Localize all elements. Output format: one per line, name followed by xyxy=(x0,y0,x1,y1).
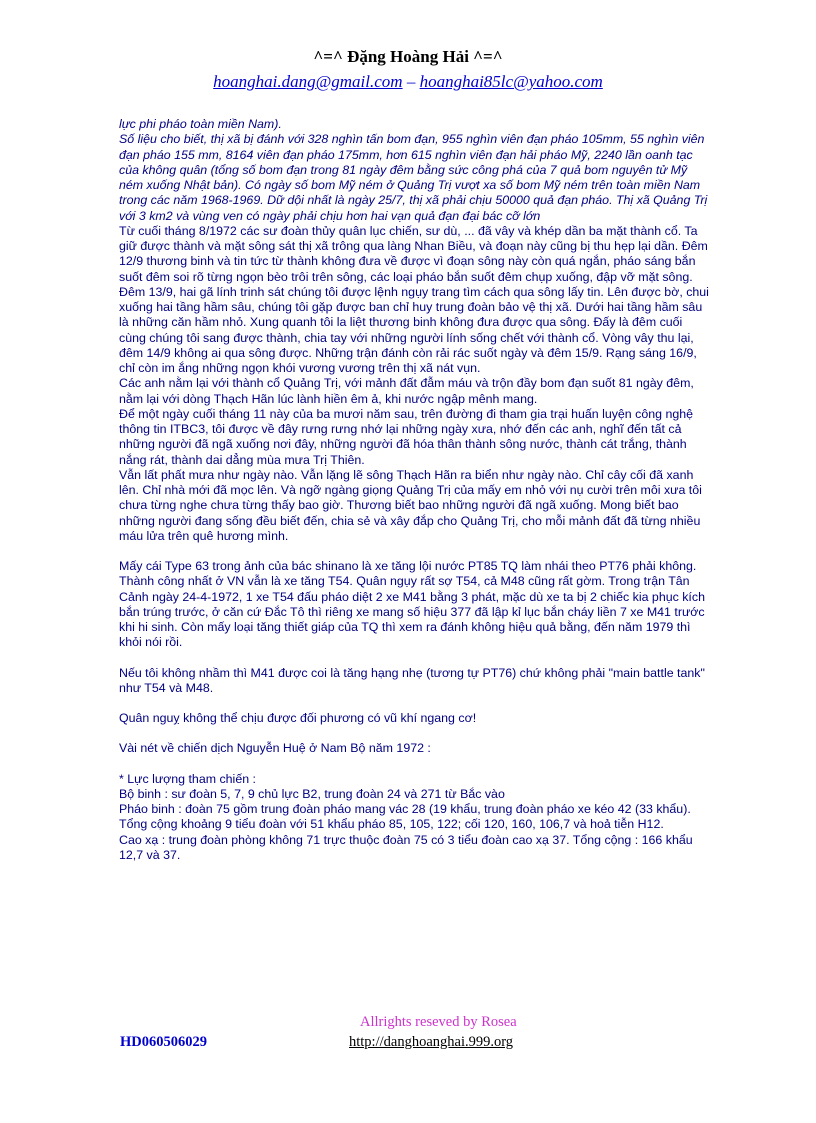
paragraph-9: Vài nét về chiến dịch Nguyễn Huệ ở Nam Bộ năm 1972 : xyxy=(119,741,431,756)
footer-url-link[interactable]: http://danghoanghai.999.org xyxy=(349,1034,514,1050)
paragraph-7: Nếu tôi không nhầm thì M41 được coi là tăng hạng nhẹ (tương tự PT76) chứ không phải "main battle tank" như T54 và M48. xyxy=(119,665,705,695)
paragraph-4: Để một ngày cuối tháng 11 này của ba mươi năm sau, trên đường đi tham gia trại huấn luyện công nghệ thông tin ITBC3, tôi được về đây rưng rưng nhớ lại những ngày xưa, nhớ đến các anh, nghĩ đến tất cả những người đã ngã xuống nơi đây, những người đã hóa thân thành sông nước, thành cát trắng, thành nắng rát, thành dai dẳng mùa mưa Trị Thiên. xyxy=(119,406,694,467)
paragraph-1: Từ cuối tháng 8/1972 các sư đoàn thủy quân lục chiến, sư dù, ... đã vây và khép dần ba mặt thành cổ. Ta giữ được thành và mặt sông sát thị xã trông qua làng Nhan Biều, và đoạn này cũng bị thu hẹp lại dần. Đêm 12/9 thương binh và tin tức từ thành không đưa về được vì đoạn sông này còn quá ngắn, pháo sáng bắn suốt đêm soi rõ từng ngọn bèo trôi trên sông, các loại pháo bắn suốt đêm chụp xuống, đập vỡ mặt sông. xyxy=(119,223,708,284)
paragraph-11: Bộ binh : sư đoàn 5, 7, 9 chủ lực B2, trung đoàn 24 và 271 từ Bắc vào xyxy=(119,786,505,801)
spacer xyxy=(119,544,709,559)
footer-rights: Allrights reseved by Rosea xyxy=(360,1014,517,1030)
spacer xyxy=(119,651,709,666)
spacer xyxy=(119,726,709,741)
paragraph-5: Vẫn lất phất mưa như ngày nào. Vẫn lặng lẽ sông Thạch Hãn ra biển như ngày nào. Chỉ cây cối đã xanh lên. Chỉ nhà mới đã mọc lên. Và ngỡ ngàng giọng Quảng Trị của mấy em nhỏ với nụ cười trên môi xưa tôi chưa từng nghe chưa từng thấy bao giờ. Thương biết bao những người đã ngã xuống. Mong biết bao những người đang sống đều biết đến, chia sẻ và xây đắp cho Quảng Trị, cho mỗi mảnh đất đã từng nhiều máu lửa trên quê hương mình. xyxy=(119,467,702,543)
email-link-gmail[interactable]: hoanghai.dang@gmail.com xyxy=(213,72,403,91)
document-body xyxy=(119,117,709,863)
paragraph-6: Mấy cái Type 63 trong ảnh của bác shinano là xe tăng lội nước PT85 TQ làm nhái theo PT76 phải không. Thành công nhất ở VN vẫn là xe tăng T54. Quân ngụy rất sợ T54, cả M48 cũng rất gờm. Trong trận Tân Cảnh ngày 24-4-1972, 1 xe T54 đấu pháo diệt 2 xe M41 bằng 3 phát, mặc dù xe ta bị 2 chiếc kia phục kích bắn trúng trước, ở căn cứ Đắc Tô thì riêng xe mang số hiệu 377 đã lập kỉ lục bắn cháy liền 7 xe M41 trước khi hi sinh. Còn mấy loại tăng thiết giáp của TQ thì xem ra đánh không hiệu quả bằng, đến năm 1979 thì khỏi nói rồi. xyxy=(119,559,705,650)
paragraph-12: Pháo binh : đoàn 75 gồm trung đoàn pháo mang vác 28 (19 khẩu, trung đoàn pháo xe kéo 42 (33 khẩu). Tổng cộng khoảng 9 tiểu đoàn với 51 khẩu pháo 85, 105, 122; cối 120, 160, 106,7 và hoả tiễn H12. xyxy=(119,802,691,832)
page-title: ^=^ Đặng Hoàng Hải ^=^ xyxy=(313,47,503,66)
paragraph-10: * Lực lượng tham chiến : xyxy=(119,771,256,786)
spacer xyxy=(119,696,709,711)
contact-line xyxy=(0,71,816,93)
footer-code: HD060506029 xyxy=(120,1034,207,1050)
email-link-yahoo[interactable]: hoanghai85lc@yahoo.com xyxy=(419,72,603,91)
paragraph-13: Cao xạ : trung đoàn phòng không 71 trực thuộc đoàn 75 có 3 tiểu đoàn cao xạ 37. Tổng cộng : 166 khẩu 12,7 và 37. xyxy=(119,832,693,862)
page-header xyxy=(0,46,816,93)
italic-intro: lực phi pháo toàn miền Nam). Số liệu cho biết, thị xã bị đánh với 328 nghìn tấn bom đạn, 955 nghìn viên đạn pháo 105mm, 55 nghìn viên đạn pháo 155 mm, 8164 viên đạn pháo 175mm, hơn 615 nghìn viên đạn hải pháo Mỹ, 2240 lần oanh tạc của không quân (tổng số bom đạn trong 81 ngày đêm bằng sức công phá của 7 quả bom nguyên tử Mỹ ném xuống Nhật bản). Có ngày số bom Mỹ ném ở Quảng Trị vượt xa số bom Mỹ ném trên toàn miền Nam trong các năm 1968-1969. Dữ dội nhất là ngày 25/7, thị xã phải chịu 50000 quả đạn pháo. Thị xã Quảng Trị với 3 km2 và vùng ven có ngày phải chịu hơn hai vạn quả đạn đại bác cỡ lớn xyxy=(119,117,708,223)
paragraph-2: Đêm 13/9, hai gã lính trinh sát chúng tôi được lệnh ngụy trang tìm cách qua sông lấy tin. Lên được bờ, chui xuống hai tầng hầm sâu, chúng tôi gặp được ban chỉ huy trung đoàn bảo vệ thị xã. Dưới hai tầng hầm sâu là những căn hầm nhỏ. Xung quanh tôi la liệt thương binh không đưa được qua sông. Đấy là đêm cuối cùng chúng tôi sang được thành, chia tay với những người lính sống chết với thành cổ. Vòng vây thu lại, đêm 14/9 không ai qua sông được. Những trận đánh còn rải rác suốt ngày và đêm 15/9. Rạng sáng 16/9, chỉ còn im ắng những ngọn khói vương vương trên thị xã nát vụn. xyxy=(119,284,709,375)
spacer xyxy=(119,757,709,772)
paragraph-8: Quân nguỵ không thể chịu được đối phương có vũ khí ngang cơ! xyxy=(119,711,477,725)
email-separator: – xyxy=(402,72,420,91)
paragraph-3: Các anh nằm lại với thành cổ Quảng Trị, với mảnh đất đẫm máu và trộn đầy bom đạn suốt 81 ngày đêm, nằm lại với dòng Thạch Hãn lúc lành hiền êm ả, khi nước ngập mênh mang. xyxy=(119,376,694,406)
